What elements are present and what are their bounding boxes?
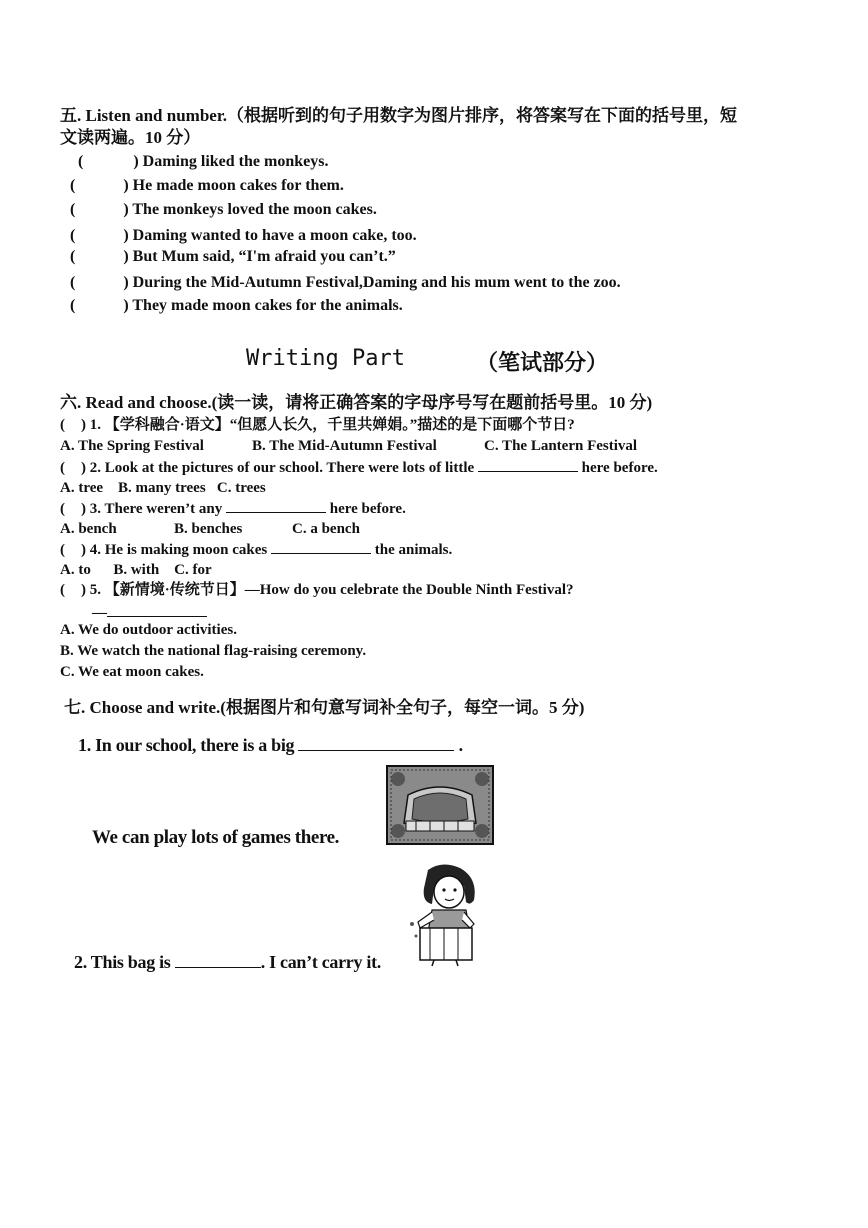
paren: ( <box>70 297 76 314</box>
s6-q4-options: A. to B. with C. for <box>60 562 212 578</box>
s6-q2-options: A. tree B. many trees C. trees <box>60 480 266 496</box>
q4-stem-b: the animals. <box>374 542 453 558</box>
s5-item-text: Daming wanted to have a moon cake, too. <box>132 227 417 244</box>
s5-item-text: They made moon cakes for the animals. <box>132 297 403 314</box>
q3-stem-a: ) 3. There weren’t any <box>81 501 223 517</box>
s5-item-1: ( ) Daming liked the monkeys. <box>78 153 329 170</box>
s7-q1-text: 1. In our school, there is a big <box>78 735 295 755</box>
s7-q2-text-b: . I can’t carry it. <box>260 952 381 972</box>
paren: ( <box>70 177 76 194</box>
section7-title: 七. Choose and write.(根据图片和句意写词补全句子，每空一词。5 分) <box>64 698 585 717</box>
paren: ( <box>60 542 65 558</box>
s6-q5-option-b: B. We watch the national flag-raising ceremony. <box>60 643 367 659</box>
girl-illustration <box>404 862 486 968</box>
s5-item-text: Daming liked the monkeys. <box>142 153 329 170</box>
s7-q2-text-a: 2. This bag is <box>74 952 171 972</box>
s6-q3-option-b: B. benches <box>174 521 243 537</box>
s5-item-5: ( ) But Mum said, “I'm afraid you can’t.” <box>70 248 396 265</box>
playground-illustration <box>386 765 494 845</box>
q3-stem-b: here before. <box>329 501 406 517</box>
s6-q3-stem <box>60 498 406 519</box>
q5-dash: — <box>92 605 107 621</box>
s6-q5-option-c: C. We eat moon cakes. <box>60 664 204 680</box>
s5-item-4: ( ) Daming wanted to have a moon cake, too. <box>70 227 417 244</box>
paren: ( <box>60 417 65 433</box>
s7-q2 <box>74 952 381 972</box>
paren: ( <box>70 248 76 265</box>
section5-title: 五. Listen and number.（根据听到的句子用数字为图片排序，将答案写在下面的括号里，短 <box>60 106 738 125</box>
q2-stem-a: ) 2. Look at the pictures of our school. There were lots of little <box>81 460 475 476</box>
paren: ( <box>70 274 76 291</box>
s6-q2-stem <box>60 457 658 478</box>
q4-stem-a: ) 4. He is making moon cakes <box>81 542 268 558</box>
girl-carrying-bag-picture <box>404 862 486 968</box>
paren: ( <box>60 460 65 476</box>
s6-q5-option-a: A. We do outdoor activities. <box>60 622 237 638</box>
s5-item-3: ( ) The monkeys loved the moon cakes. <box>70 201 377 218</box>
paren: ( <box>70 201 76 218</box>
s7-q1-end: . <box>458 735 463 755</box>
paren: ( <box>60 582 65 598</box>
s5-item-7: ( ) They made moon cakes for the animals. <box>70 297 403 314</box>
s6-q4-stem <box>60 539 452 560</box>
s7-q1-hint: We can play lots of games there. <box>92 827 340 848</box>
s6-q3-option-c: C. a bench <box>292 521 360 537</box>
writing-part-title-cn: （笔试部分） <box>476 350 609 375</box>
s5-item-text: During the Mid-Autumn Festival,Daming and his mum went to the zoo. <box>132 274 621 291</box>
q4-blank[interactable] <box>271 539 371 554</box>
s6-q1-option-c: C. The Lantern Festival <box>484 438 638 454</box>
q5-blank[interactable] <box>107 602 207 617</box>
s6-q1-option-a: A. The Spring Festival <box>60 438 204 454</box>
s5-item-text: The monkeys loved the moon cakes. <box>132 201 377 218</box>
s5-item-text: But Mum said, “I'm afraid you can’t.” <box>132 248 396 265</box>
s7-q2-blank[interactable] <box>175 953 261 968</box>
s6-q1-stem <box>60 415 575 435</box>
writing-part-title: Writing Part <box>246 346 405 371</box>
s6-q3-option-a: A. bench <box>60 521 117 537</box>
paren: ( <box>78 153 84 170</box>
q1-stem-text: ) 1. 【学科融合·语文】“但愿人长久，千里共婵娟。”描述的是下面哪个节日? <box>81 417 575 433</box>
s7-q1 <box>78 735 463 755</box>
section5-title-cont: 文读两遍。10 分） <box>60 128 201 147</box>
s5-item-text: He made moon cakes for them. <box>132 177 344 194</box>
s7-q1-blank[interactable] <box>298 736 454 751</box>
q3-blank[interactable] <box>226 498 326 513</box>
s6-q1-option-b: B. The Mid-Autumn Festival <box>252 438 437 454</box>
paren: ( <box>60 501 65 517</box>
paren: ( <box>70 227 76 244</box>
section6-title: 六. Read and choose.(读一读，请将正确答案的字母序号写在题前括号里。10 分) <box>60 393 653 412</box>
s5-item-6: ( ) During the Mid-Autumn Festival,Daming and his mum went to the zoo. <box>70 274 621 291</box>
s6-q5-stem <box>60 580 573 600</box>
playground-picture <box>386 765 494 845</box>
s5-item-2: ( ) He made moon cakes for them. <box>70 177 344 194</box>
q2-stem-b: here before. <box>581 460 658 476</box>
q2-blank[interactable] <box>478 457 578 472</box>
q5-stem-text: ) 5. 【新情境·传统节日】—How do you celebrate the Double Ninth Festival? <box>81 582 574 598</box>
